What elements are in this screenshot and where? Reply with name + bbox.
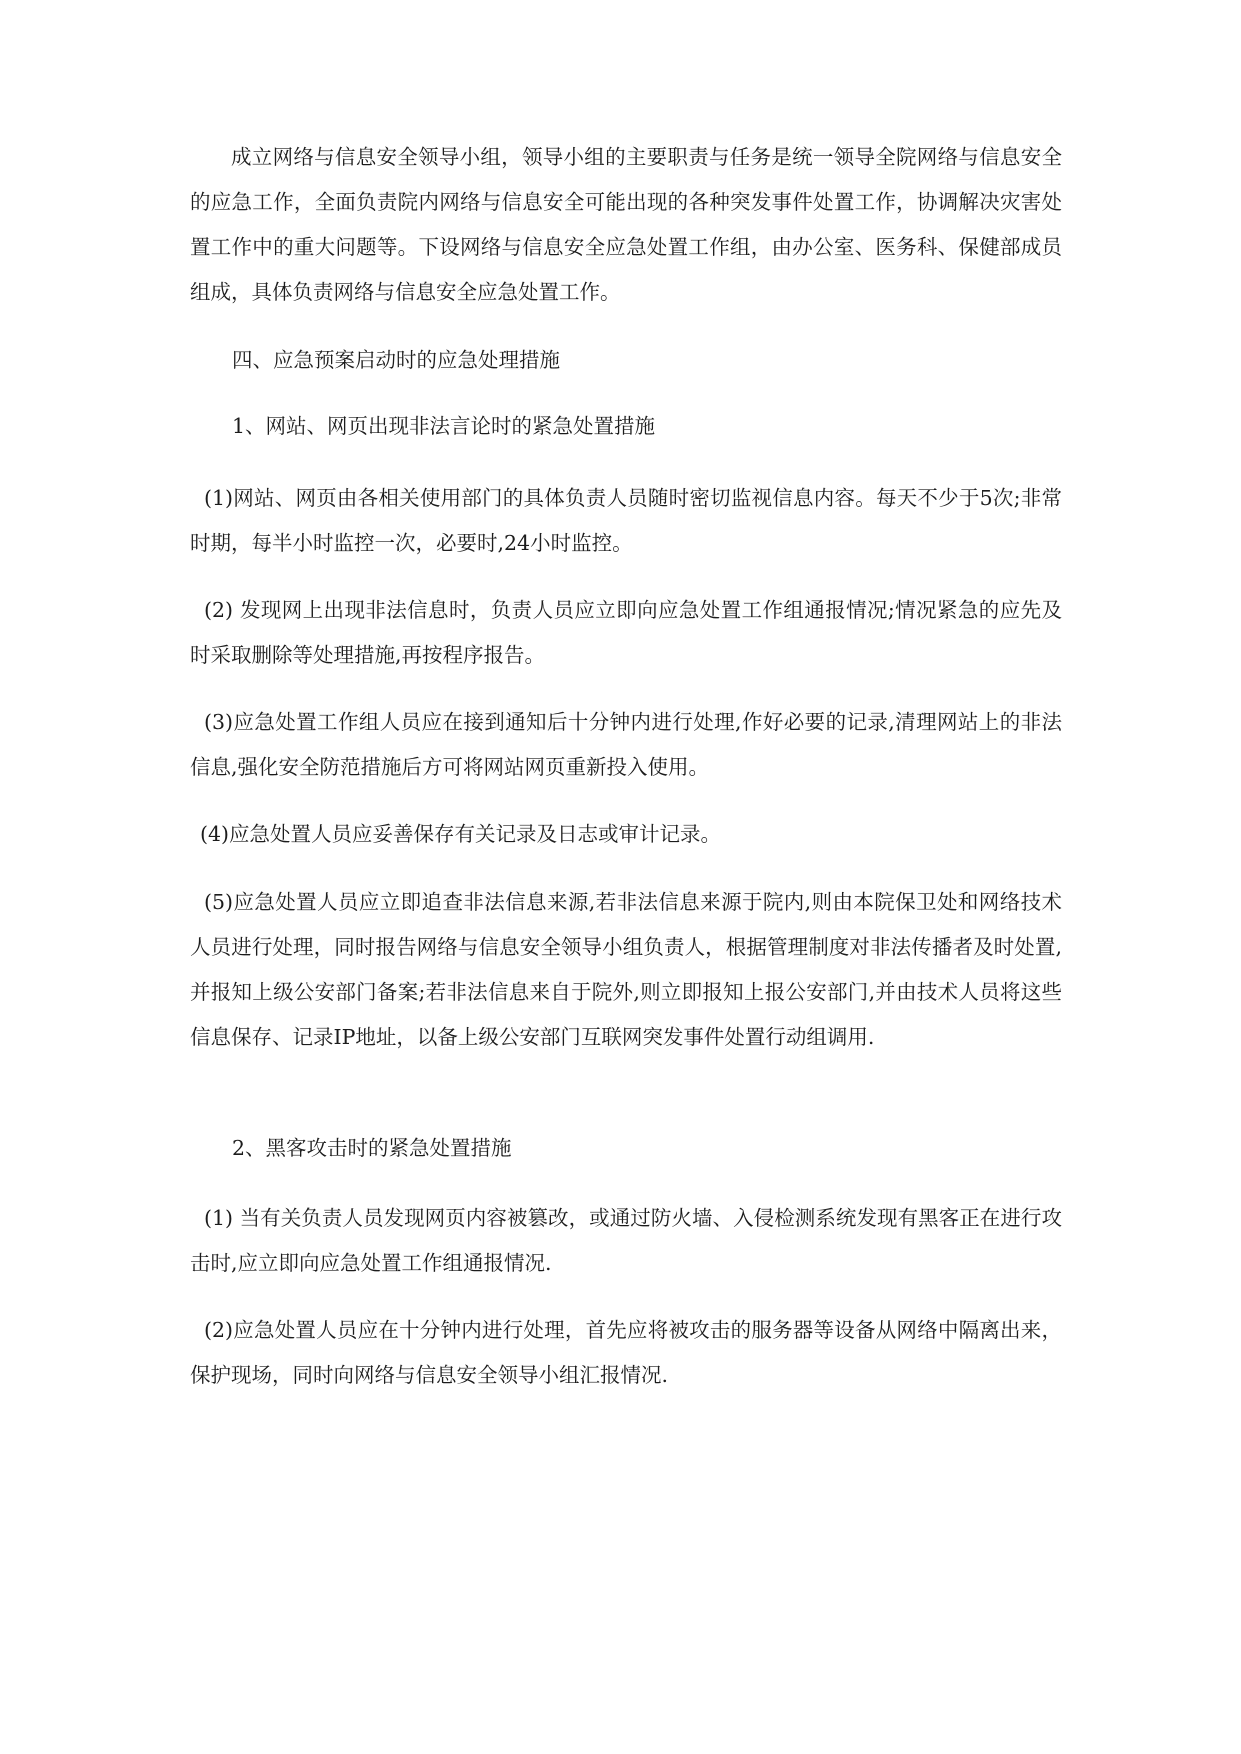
list-item-2-2: (2)应急处置人员应在十分钟内进行处理，首先应将被攻击的服务器等设备从网络中隔离出来，保护现场，同时向网络与信息安全领导小组汇报情况. xyxy=(190,1318,1062,1387)
subsection-heading-hacker-attack: 2、黑客攻击时的紧急处置措施 xyxy=(232,1136,512,1160)
paragraph-leadership-group: 成立网络与信息安全领导小组，领导小组的主要职责与任务是统一领导全院网络与信息安全的应急工作，全面负责院内网络与信息安全可能出现的各种突发事件处置工作，协调解决灾害处置工作中的重大问题等。下设网络与信息安全应急处置工作组，由办公室、医务科、保健部成员组成，具体负责网络与信息安全应急处置工作。 xyxy=(190,145,1062,304)
list-item-1-5: (5)应急处置人员应立即追查非法信息来源,若非法信息来源于院内,则由本院保卫处和网络技术人员进行处理，同时报告网络与信息安全领导小组负责人，根据管理制度对非法传播者及时处置,并报知上级公安部门备案;若非法信息来自于院外,则立即报知上报公安部门,并由技术人员将这些信息保存、记录IP地址，以备上级公安部门互联网突发事件处置行动组调用. xyxy=(190,890,1062,1049)
list-item-1-2: (2) 发现网上出现非法信息时，负责人员应立即向应急处置工作组通报情况;情况紧急的应先及时采取删除等处理措施,再按程序报告。 xyxy=(190,598,1062,667)
list-item-2-1: (1) 当有关负责人员发现网页内容被篡改，或通过防火墙、入侵检测系统发现有黑客正在进行攻击时,应立即向应急处置工作组通报情况. xyxy=(190,1206,1062,1275)
list-item-1-1: (1)网站、网页由各相关使用部门的具体负责人员随时密切监视信息内容。每天不少于5次;非常时期，每半小时监控一次，必要时,24小时监控。 xyxy=(190,486,1062,555)
section-heading-emergency-measures: 四、应急预案启动时的应急处理措施 xyxy=(232,348,560,372)
list-item-1-4: (4)应急处置人员应妥善保存有关记录及日志或审计记录。 xyxy=(200,822,722,846)
list-item-1-3: (3)应急处置工作组人员应在接到通知后十分钟内进行处理,作好必要的记录,清理网站上的非法信息,强化安全防范措施后方可将网站网页重新投入使用。 xyxy=(190,710,1062,779)
subsection-heading-illegal-speech: 1、网站、网页出现非法言论时的紧急处置措施 xyxy=(232,414,656,438)
